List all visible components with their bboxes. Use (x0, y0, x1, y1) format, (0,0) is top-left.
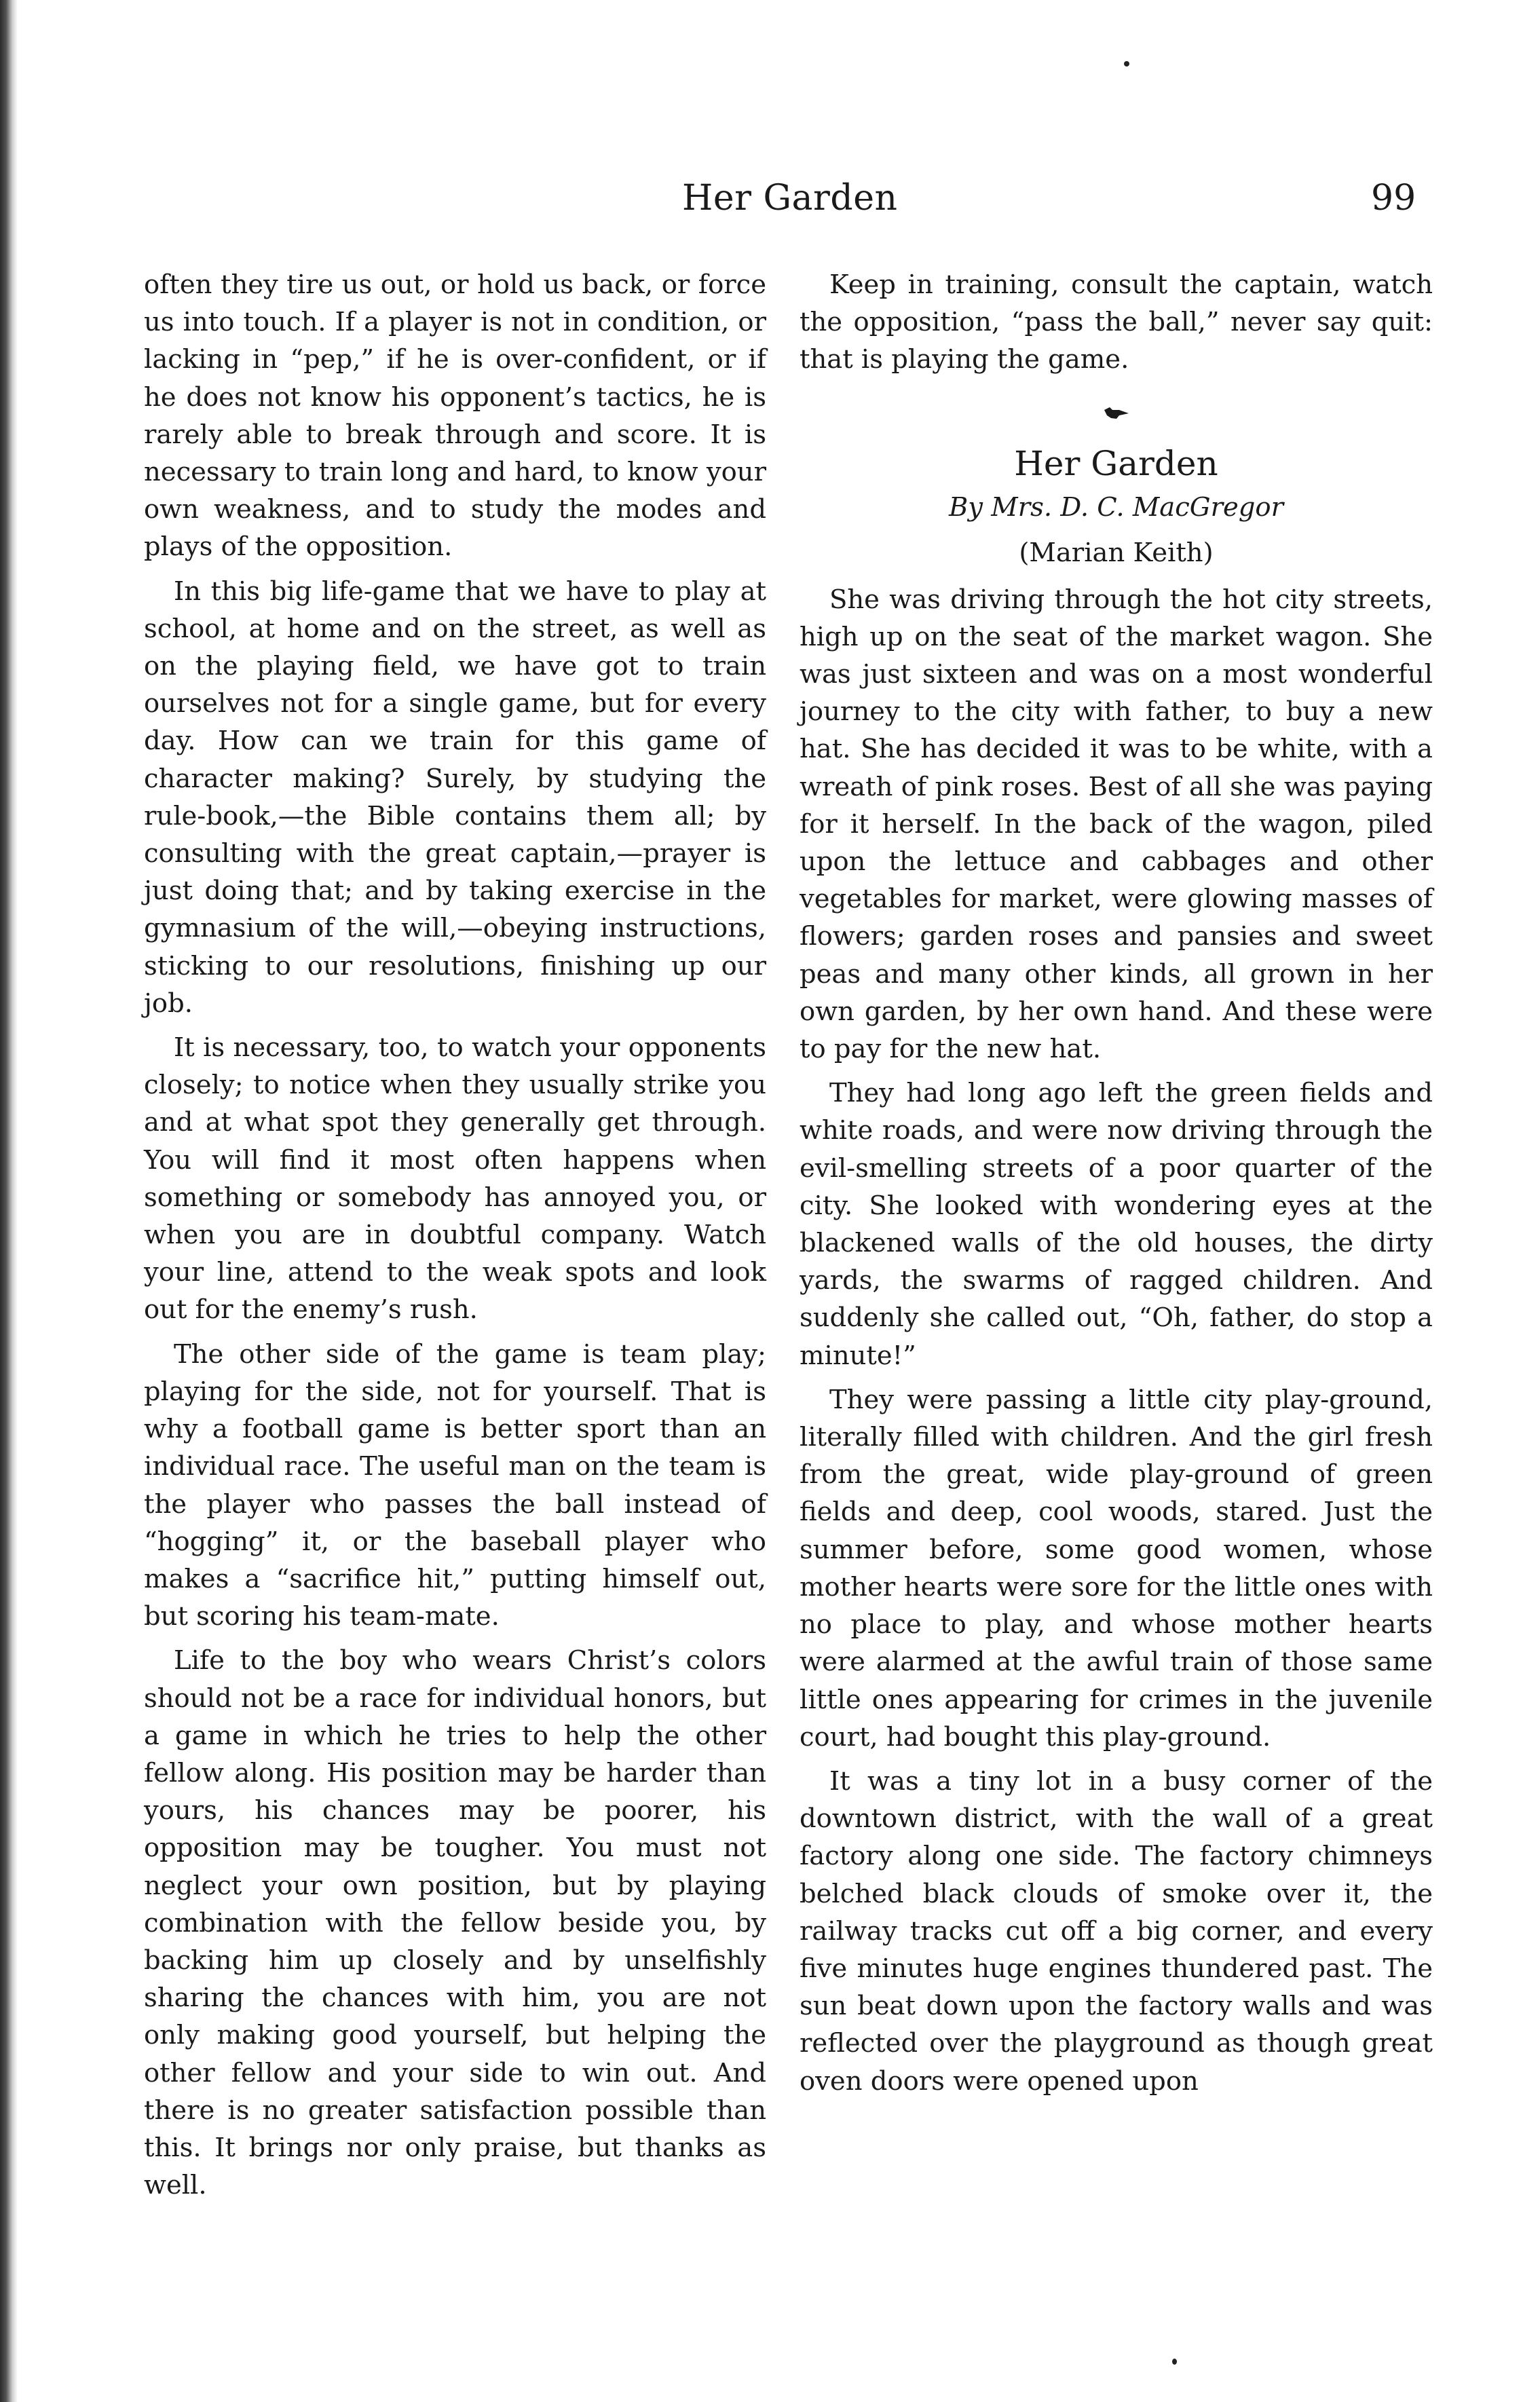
paragraph: It was a tiny lot in a busy corner of the downtown district, with the wall of a great factory along one side. The factory chimneys belched black clouds of smoke over it, the railway tracks cut off a big corner, and every five minutes huge engines thundered past. The sun beat down upon the factory walls and was reflected over the playground as though great oven doors were opened upon (800, 1765, 1433, 2097)
byline: By Mrs. D. C. MacGregor (949, 491, 1283, 523)
page-number: 99 (1371, 178, 1416, 219)
pointing-hand-icon (1103, 405, 1130, 421)
running-title: Her Garden (682, 178, 898, 219)
paragraph: In this big life-game that we have to play at school, at home and on the street, as well as on the playing field, we have got to train ourselves not for a single game, but for every day. How can we train for this game of character making? Surely, by studying the rule-book,—the Bible contains them all; by consulting with the great captain,—prayer is just doing that; and by taking exercise in the gymnasium of the will,—obeying instructions, sticking to our resolutions, finishing up our job. (144, 576, 766, 1019)
paragraph: She was driving through the hot city streets, high up on the seat of the market wagon. She was just sixteen and was on a most wonderful journey to the city with father, to buy a new hat. She has decided it was to be white, with a wreath of pink roses. Best of all she was paying for it herself. In the back of the wagon, piled upon the lettuce and cabbages and other vegetables for market, were glowing masses of flowers; garden roses and pansies and sweet peas and many other kinds, all grown in her own garden, by her own hand. And these were to pay for the new hat. (800, 584, 1433, 1065)
story-title: Her Garden (1014, 443, 1218, 483)
paragraph: The other side of the game is team play; playing for the side, not for yourself. That is why a football game is better sport than an individual race. The useful man on the team is the player who passes the ball instead of “hogging” it, or the baseball player who makes a “sacrifice hit,” putting himself out, but scoring his team-mate. (144, 1338, 766, 1632)
right-column (800, 266, 1433, 2100)
paragraph: Life to the boy who wears Christ’s colors should not be a race for individual honors, but a game in which he tries to help the other fellow along. His position may be harder than yours, his chances may be poorer, his opposition may be tougher. You must not neglect your own position, but by playing combination with the fellow beside you, by backing him up closely and by unselfishly sharing the chances with him, you are not only making good yourself, but helping the other fellow and your side to win out. And there is no greater satisfaction possible than this. It brings nor only praise, but thanks as well. (144, 1645, 766, 2201)
paragraph: They were passing a little city play-ground, literally filled with children. And the girl fresh from the great, wide play-ground of green fields and deep, cool woods, stared. Just the summer before, some good women, whose mother hearts were sore for the little ones with no place to play, and whose mother hearts were alarmed at the awful train of those same little ones appearing for crimes in the juvenile court, had bought this play-ground. (800, 1384, 1433, 1752)
paragraph: They had long ago left the green fields and white roads, and were now driving through the evil-smelling streets of a poor quarter of the city. She looked with wondering eyes at the blackened walls of the old houses, the dirty yards, the swarms of ragged children. And suddenly she called out, “Oh, father, do stop a minute!” (800, 1078, 1433, 1371)
ink-speck (1124, 61, 1129, 67)
paragraph: often they tire us out, or hold us back, or force us into touch. If a player is not in condition, or lacking in “pep,” if he is over-confident, or if he does not know his opponent’s tactics, he is rarely able to break through and score. It is necessary to train long and hard, to know your own weakness, and to study the modes and plays of the opposition. (144, 269, 766, 563)
section-ornament (800, 387, 1433, 437)
scanned-page-edge (0, 0, 18, 2402)
pen-name: (Marian Keith) (1019, 537, 1214, 568)
ink-speck (1172, 2359, 1177, 2365)
closing-paragraph: Keep in training, consult the captain, watch the opposition, “pass the ball,” never say quit: that is playing the game. (800, 269, 1433, 375)
left-column (144, 266, 766, 2204)
paragraph: It is necessary, too, to watch your opponents closely; to notice when they usually strike you and at what spot they generally get through. You will find it most often happens when something or somebody has annoyed you, or when you are in doubtful company. Watch your line, attend to the weak spots and look out for the enemy’s rush. (144, 1032, 766, 1326)
